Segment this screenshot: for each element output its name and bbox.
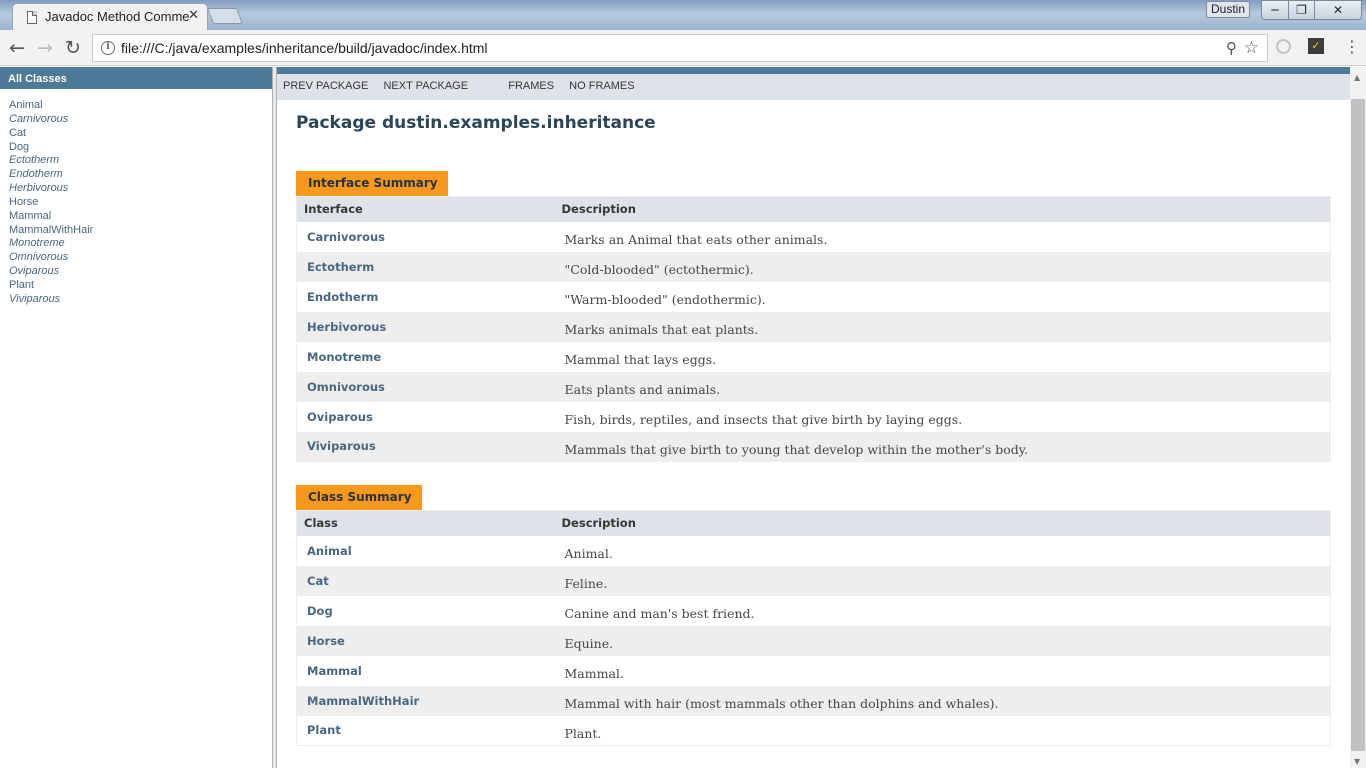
table-row (297, 222, 1331, 252)
table-row (297, 716, 1331, 746)
type-description: Mammal with hair (most mammals other than dolphins and whales). (555, 686, 1331, 716)
tab-title: Javadoc Method Comme (45, 9, 190, 24)
forward-arrow-icon[interactable]: → (37, 37, 53, 59)
back-arrow-icon[interactable]: ← (9, 37, 25, 59)
browser-tab[interactable] (12, 3, 208, 30)
type-description: Marks animals that eat plants. (555, 312, 1331, 342)
minimize-button[interactable]: ─ (1261, 0, 1289, 20)
document-icon (27, 11, 37, 24)
class-link[interactable]: MammalWithHair (9, 223, 94, 236)
class-column-header: Class (297, 511, 555, 536)
user-profile-button[interactable]: Dustin (1206, 1, 1250, 18)
scroll-thumb[interactable] (1351, 99, 1365, 751)
type-description: Eats plants and animals. (555, 372, 1331, 402)
menu-kebab-icon[interactable]: ⋮ (1344, 37, 1360, 56)
reload-icon[interactable]: ↻ (65, 37, 81, 59)
class-link[interactable]: Monotreme (9, 237, 65, 250)
table-row (297, 312, 1331, 342)
type-description: Mammals that give birth to young that develop within the mother's body. (555, 432, 1331, 462)
type-link[interactable]: Cat (297, 566, 555, 596)
description-column-header: Description (555, 197, 1331, 222)
class-summary-caption: Class Summary (296, 485, 422, 510)
class-link[interactable]: Dog (9, 140, 30, 153)
description-column-header: Description (555, 511, 1331, 536)
no-frames-link[interactable]: NO FRAMES (569, 80, 635, 92)
type-link[interactable]: Dog (297, 596, 555, 626)
table-row (297, 536, 1331, 566)
type-link[interactable]: Animal (297, 536, 555, 566)
class-link[interactable]: Ectotherm (9, 154, 60, 167)
table-row (297, 596, 1331, 626)
type-link[interactable]: Monotreme (297, 342, 555, 372)
table-row (297, 566, 1331, 596)
scroll-down-icon[interactable]: ▼ (1354, 757, 1361, 766)
interface-column-header: Interface (297, 197, 555, 222)
type-description: Mammal that lays eggs. (555, 342, 1331, 372)
type-link[interactable]: Mammal (297, 656, 555, 686)
package-frame (277, 67, 1350, 768)
type-link[interactable]: Endotherm (297, 282, 555, 312)
table-row (297, 432, 1331, 462)
type-description: Animal. (555, 536, 1331, 566)
next-package-link[interactable]: NEXT PACKAGE (383, 80, 469, 92)
type-description: Fish, birds, reptiles, and insects that give birth by laying eggs. (555, 402, 1331, 432)
zoom-icon[interactable]: ⚲ (1226, 39, 1237, 57)
interface-summary (296, 171, 1331, 462)
type-link[interactable]: MammalWithHair (297, 686, 555, 716)
class-link[interactable]: Animal (9, 99, 43, 111)
class-link[interactable]: Herbivorous (9, 182, 69, 195)
table-row (297, 282, 1331, 312)
address-bar[interactable] (92, 34, 1268, 62)
new-tab-button[interactable] (207, 8, 243, 24)
type-link[interactable]: Carnivorous (297, 222, 555, 252)
type-description: Plant. (555, 716, 1331, 746)
type-description: Mammal. (555, 656, 1331, 686)
scroll-up-icon[interactable]: ▲ (1354, 73, 1361, 82)
class-link[interactable]: Endotherm (9, 168, 63, 181)
table-row (297, 686, 1331, 716)
all-classes-header: All Classes (0, 67, 272, 89)
class-link[interactable]: Mammal (9, 209, 52, 222)
type-link[interactable]: Oviparous (297, 402, 555, 432)
class-summary-table (296, 510, 1331, 746)
window-titlebar (0, 0, 1366, 30)
table-row (297, 656, 1331, 686)
prev-package-link[interactable]: PREV PACKAGE (283, 80, 369, 92)
interface-summary-caption: Interface Summary (296, 171, 448, 196)
close-window-button[interactable]: ✕ (1314, 0, 1362, 20)
class-link[interactable]: Carnivorous (9, 112, 69, 125)
maximize-button[interactable]: ❐ (1288, 0, 1315, 20)
type-description: "Warm-blooded" (endothermic). (555, 282, 1331, 312)
type-description: "Cold-blooded" (ectothermic). (555, 252, 1331, 282)
browser-toolbar (0, 30, 1366, 66)
interface-summary-table (296, 196, 1331, 462)
type-description: Canine and man's best friend. (555, 596, 1331, 626)
type-link[interactable]: Herbivorous (297, 312, 555, 342)
table-row (297, 626, 1331, 656)
type-description: Equine. (555, 626, 1331, 656)
type-link[interactable]: Omnivorous (297, 372, 555, 402)
bookmark-star-icon[interactable]: ☆ (1243, 38, 1259, 58)
table-row (297, 342, 1331, 372)
class-list (0, 89, 272, 307)
table-row (297, 252, 1331, 282)
type-link[interactable]: Plant (297, 716, 555, 746)
vertical-scrollbar[interactable] (1350, 67, 1366, 768)
class-link[interactable]: Oviparous (9, 265, 60, 278)
table-row (297, 402, 1331, 432)
class-link[interactable]: Cat (9, 126, 27, 139)
all-classes-frame (0, 67, 272, 768)
class-link[interactable]: Plant (9, 278, 35, 291)
class-link[interactable]: Viviparous (9, 292, 61, 305)
url-text[interactable]: file:///C:/java/examples/inheritance/build/javadoc/index.html (121, 40, 488, 56)
top-nav-bar (277, 67, 1350, 100)
class-link[interactable]: Omnivorous (9, 251, 69, 264)
type-description: Feline. (555, 566, 1331, 596)
type-link[interactable]: Viviparous (297, 432, 555, 462)
class-summary (296, 485, 1331, 746)
extension-icon[interactable] (1276, 39, 1291, 54)
table-row (297, 372, 1331, 402)
type-link[interactable]: Ectotherm (297, 252, 555, 282)
type-link[interactable]: Horse (297, 626, 555, 656)
frames-link[interactable]: FRAMES (508, 80, 555, 92)
class-link[interactable]: Horse (9, 195, 39, 208)
tab-close-icon[interactable]: ✕ (188, 8, 199, 23)
extension-check-icon[interactable]: ✓ (1308, 38, 1324, 54)
page-title: Package dustin.examples.inheritance (296, 113, 656, 133)
type-description: Marks an Animal that eats other animals. (555, 222, 1331, 252)
info-icon[interactable]: i (101, 41, 115, 55)
